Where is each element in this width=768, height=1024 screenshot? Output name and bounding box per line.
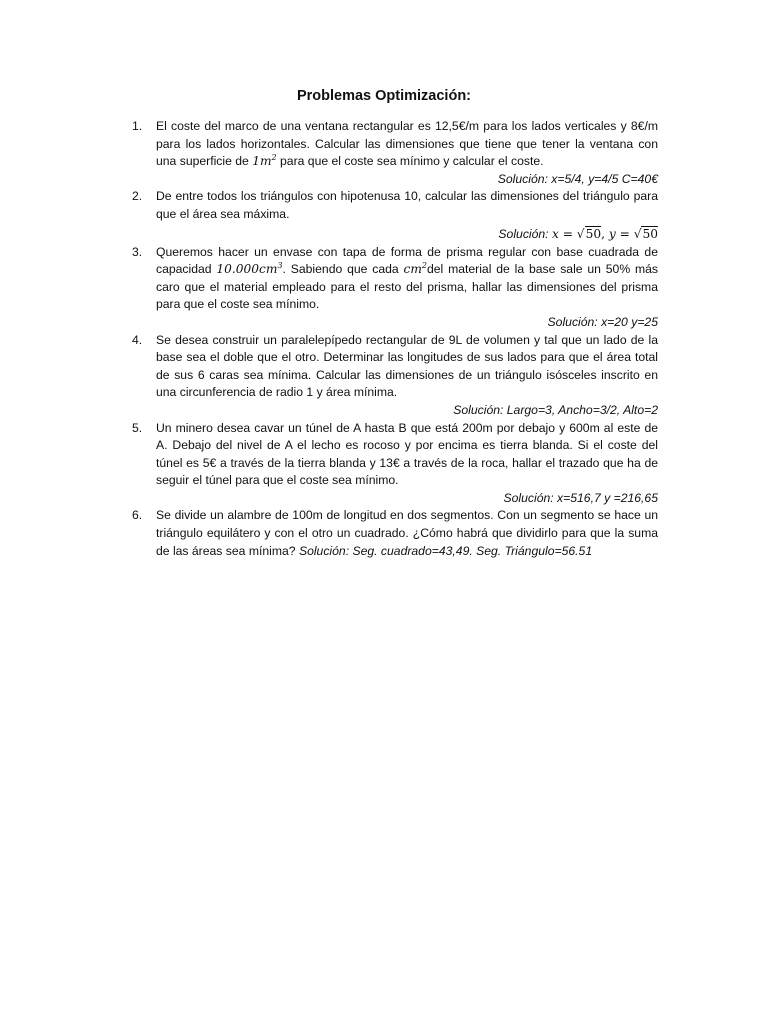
radicand: 50: [642, 226, 658, 241]
math-equals: =: [558, 226, 577, 241]
solution: Solución: x=5/4, y=4/5 C=40€: [497, 171, 658, 186]
math-separator: ,: [601, 226, 609, 241]
math-base: 1m: [252, 154, 272, 169]
statement-text: . Sabiendo que cada: [282, 262, 404, 277]
math-exponent: 3: [277, 261, 283, 271]
math-exponent: 2: [421, 261, 427, 271]
problem-number: 4.: [132, 332, 143, 347]
statement-text: El coste del marco de una ventana rectangular es 12,5€/m para los lados verticales y 8€/m para los lados horizontales. Calcular las dimensiones que tiene que tener la ventana con una superficie de: [156, 119, 658, 169]
problem-item: [132, 507, 658, 560]
problem-item: [132, 244, 658, 332]
problem-number: 5.: [132, 420, 143, 435]
math-capacity: [216, 262, 282, 276]
statement-text: para que el coste sea mínimo y calcular el coste.: [276, 154, 544, 169]
math-equals: =: [615, 226, 634, 241]
problem-statement: [156, 507, 658, 560]
radicand: 50: [585, 226, 602, 241]
problem-item: [132, 118, 658, 188]
problem-number: 6.: [132, 508, 143, 523]
solution-label: Solución:: [498, 226, 552, 241]
math-base: cm: [403, 262, 422, 277]
math-x: x: [551, 226, 559, 241]
problem-item: [132, 420, 658, 508]
math-base: 10.000cm: [216, 262, 278, 277]
problem-number: 3.: [132, 244, 143, 259]
problem-statement: De entre todos los triángulos con hipotenusa 10, calcular las dimensiones del triángulo para que el área sea máxima.: [156, 189, 658, 221]
solution: Solución: x=20 y=25: [547, 314, 658, 329]
solution: [156, 224, 658, 244]
problem-statement: [156, 118, 658, 171]
statement-text: Se divide un alambre de 100m de longitud en dos segmentos. Con un segmento se hace un triángulo equilátero y con el otro un cuadrado. ¿Cómo habrá que dividirlo para que la suma de las áreas sea mínima?: [156, 508, 658, 558]
math-unit: [404, 262, 427, 276]
statement-text: del material de la base sale un 50% más caro que el material empleado para el resto del prisma, hallar las dimensiones del prisma para que el coste sea mínimo.: [156, 262, 659, 312]
problem-statement: Se desea construir un paralelepípedo rectangular de 9L de volumen y tal que un lado de la base sea el doble que el otro. Determinar las longitudes de sus lados para que el área total de sus 6 caras sea mínima. Calcular las dimensiones de un triángulo isósceles inscrito en una circunferencia de radio 1 y área mínima.: [156, 332, 658, 400]
problem-list: [132, 118, 658, 560]
problem-item: [132, 188, 658, 243]
solution: Solución: Largo=3, Ancho=3/2, Alto=2: [453, 402, 658, 417]
math-exponent: 2: [271, 153, 277, 163]
math-sqrt: √50: [576, 226, 602, 241]
problem-statement: Un minero desea cavar un túnel de A hasta B que está 200m por debajo y 600m al este de A. Debajo del nivel de A el lecho es rocoso y por encima es tierra blanda. Si el coste del túnel es 5€ a través de la tierra blanda y 13€ a través de la roca, hallar el trazado que ha de seguir el túnel para que el coste sea mínimo.: [156, 420, 658, 488]
page-title: Problemas Optimización:: [296, 88, 472, 104]
math-area: [252, 154, 276, 168]
problem-number: 1.: [132, 119, 143, 133]
problem-item: [132, 332, 658, 420]
problem-statement: [156, 244, 658, 314]
statement-text: Queremos hacer un envase con tapa de forma de prisma regular con base cuadrada de capacidad: [156, 244, 658, 277]
problem-number: 2.: [132, 189, 143, 204]
math-sqrt: √50: [633, 226, 658, 241]
math-y: y: [608, 226, 616, 241]
solution: Solución: x=516,7 y =216,65: [503, 490, 658, 505]
solution: Solución: Seg. cuadrado=43,49. Seg. Triángulo=56.51: [298, 543, 593, 558]
